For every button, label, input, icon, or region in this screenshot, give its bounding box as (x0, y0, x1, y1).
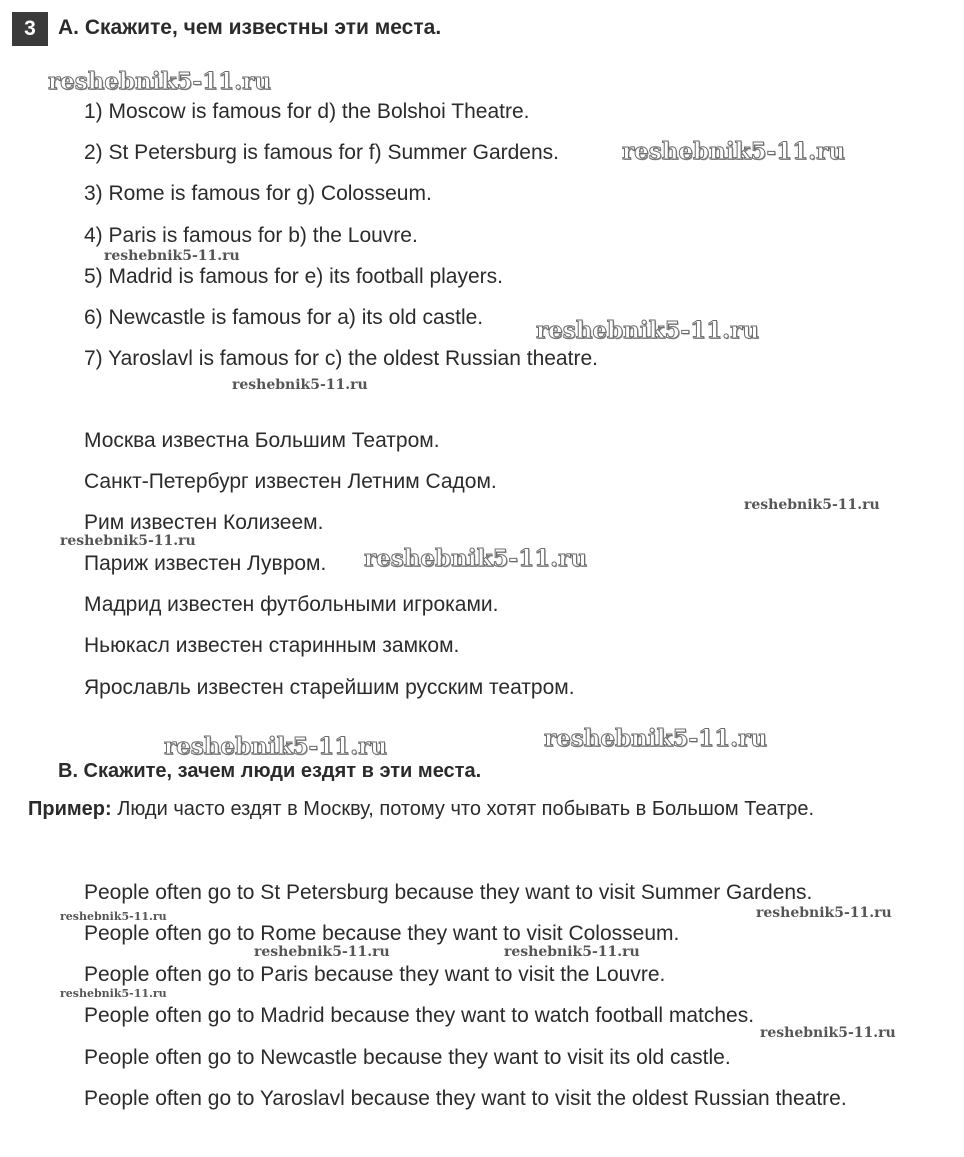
part-b-answer-1: People often go to St Petersburg because they want to visit Summer Gardens. (84, 881, 813, 904)
part-a-russian-2: Санкт-Петербург известен Летним Садом. (84, 470, 497, 493)
example-label: Пример: (28, 798, 112, 820)
part-a-heading: A. Скажите, чем известны эти места. (58, 16, 442, 39)
part-a-english-4: 4) Paris is famous for b) the Louvre. (84, 224, 418, 247)
part-b-answer-3: People often go to Paris because they want to visit the Louvre. (84, 963, 666, 986)
example-line (28, 798, 814, 821)
part-a-russian-5: Мадрид известен футбольными игроками. (84, 593, 499, 616)
watermark: reshebnik5-11.ru (544, 725, 767, 752)
part-a-russian-6: Ньюкасл известен старинным замком. (84, 634, 460, 657)
part-a-english-7: 7) Yaroslavl is famous for c) the oldest Russian theatre. (84, 347, 598, 370)
watermark: reshebnik5-11.ru (504, 944, 640, 960)
watermark: reshebnik5-11.ru (536, 317, 759, 344)
part-a-russian-4: Париж известен Лувром. (84, 552, 327, 575)
part-b-answer-2: People often go to Rome because they want to visit Colosseum. (84, 922, 680, 945)
part-a-english-1: 1) Moscow is famous for d) the Bolshoi Theatre. (84, 100, 530, 123)
part-b-answer-4: People often go to Madrid because they want to watch football matches. (84, 1004, 755, 1027)
part-a-english-3: 3) Rome is famous for g) Colosseum. (84, 182, 432, 205)
watermark: reshebnik5-11.ru (254, 944, 390, 960)
part-b-heading: B. Скажите, зачем люди ездят в эти места. (58, 760, 482, 782)
watermark: reshebnik5-11.ru (164, 733, 387, 760)
part-b-answer-5: People often go to Newcastle because they want to visit its old castle. (84, 1046, 731, 1069)
part-a-english-5: 5) Madrid is famous for e) its football players. (84, 265, 503, 288)
part-a-russian-7: Ярославль известен старейшим русским театром. (84, 676, 575, 699)
part-a-english-2: 2) St Petersburg is famous for f) Summer Gardens. (84, 141, 560, 164)
watermark: reshebnik5-11.ru (60, 533, 196, 549)
watermark: reshebnik5-11.ru (622, 138, 845, 165)
part-a-russian-1: Москва известна Большим Театром. (84, 429, 440, 452)
watermark: reshebnik5-11.ru (48, 68, 271, 95)
exercise-number: 3 (12, 12, 48, 46)
watermark: reshebnik5-11.ru (232, 377, 368, 393)
watermark: reshebnik5-11.ru (60, 987, 167, 1000)
part-b-answer-6: People often go to Yaroslavl because they want to visit the oldest Russian theatre. (84, 1087, 847, 1110)
example-text: Люди часто ездят в Москву, потому что хотят побывать в Большом Театре. (117, 798, 815, 820)
watermark: reshebnik5-11.ru (104, 248, 240, 264)
watermark: reshebnik5-11.ru (760, 1025, 896, 1041)
part-a-english-6: 6) Newcastle is famous for a) its old castle. (84, 306, 484, 329)
watermark: reshebnik5-11.ru (744, 497, 880, 513)
part-a-russian-3: Рим известен Колизеем. (84, 511, 324, 534)
watermark: reshebnik5-11.ru (756, 905, 892, 921)
watermark: reshebnik5-11.ru (60, 910, 167, 923)
watermark: reshebnik5-11.ru (364, 545, 587, 572)
